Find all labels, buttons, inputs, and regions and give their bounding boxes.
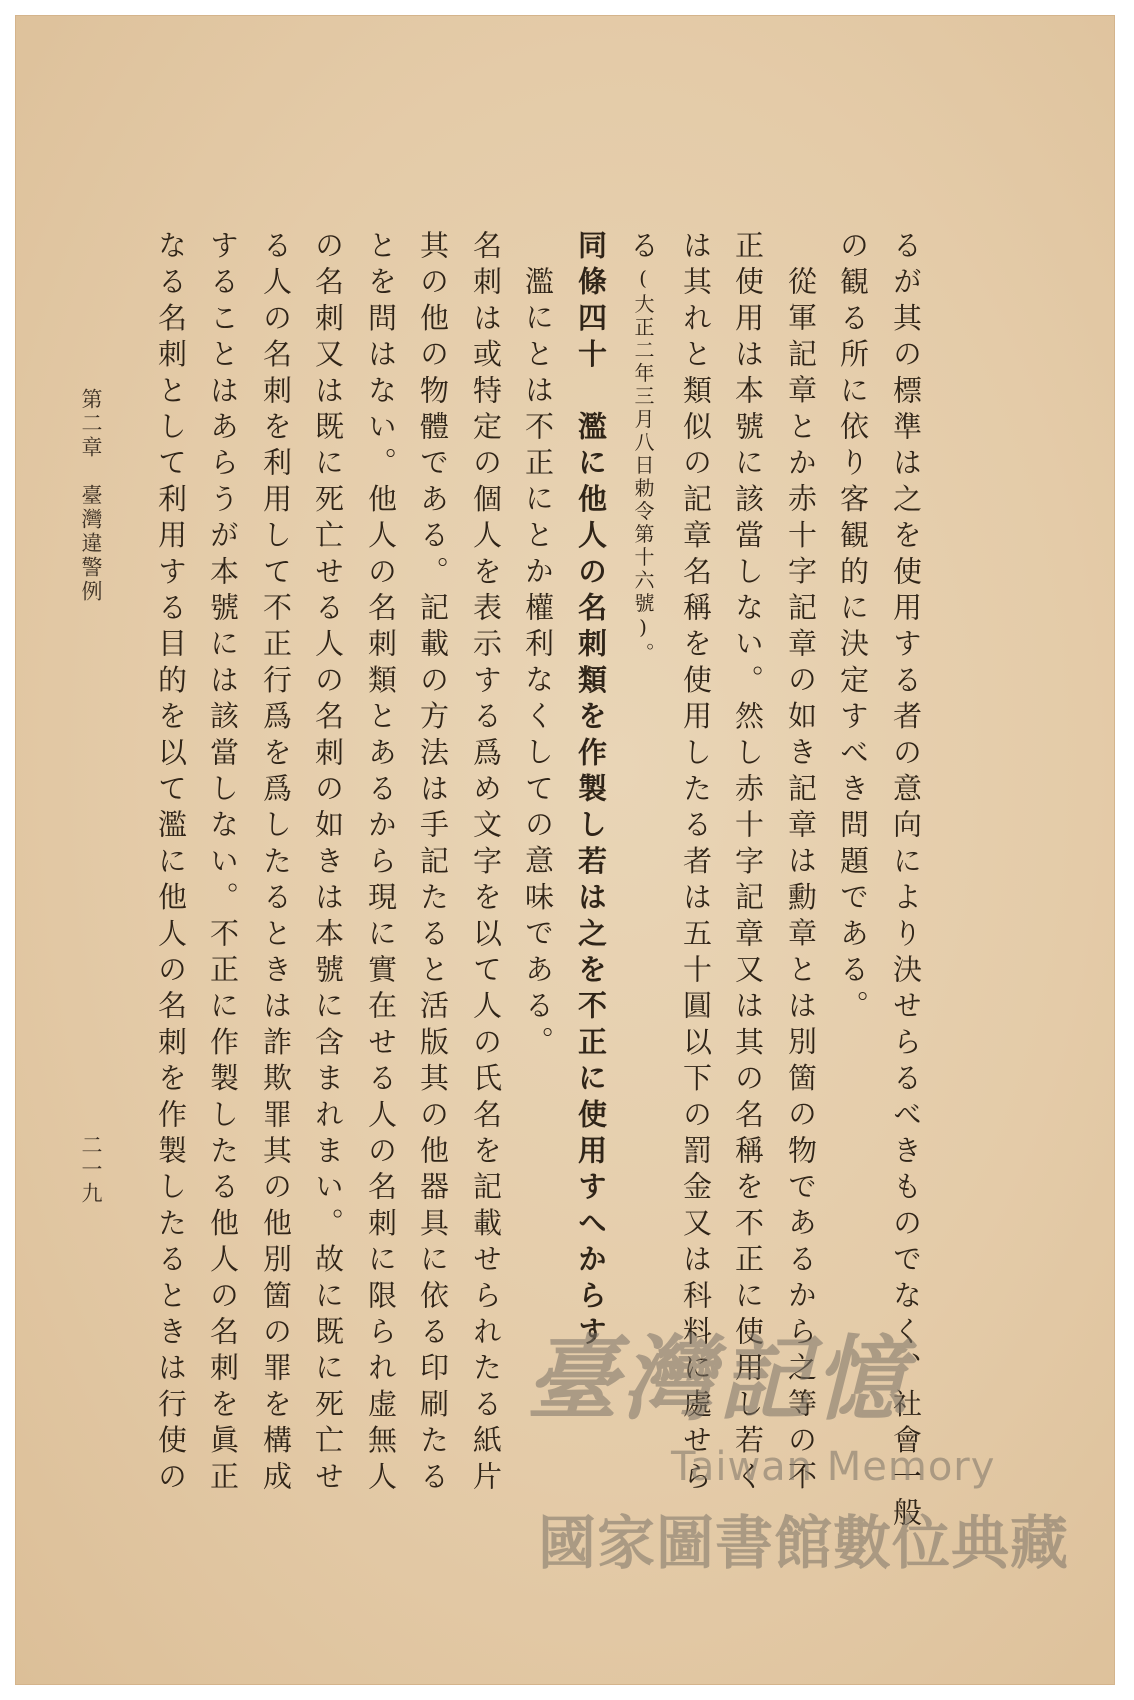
text-column: る(大正二年三月八日勅令第十六號)。	[626, 230, 660, 666]
text-column: の観る所に依り客観的に決定すべき問題である。	[836, 230, 870, 1027]
text-column: なる名刺として利用する目的を以て濫に他人の名刺を作製したるときは行使の	[154, 230, 188, 1497]
watermark-library: 國家圖書館數位典藏	[538, 1509, 1070, 1577]
text-column: 從軍記章とか赤十字記章の如き記章は勳章とは別箇の物であるから之等の不	[784, 266, 818, 1497]
text-column: 其の他の物體である。記載の方法は手記たると活版其の他器具に依る印刷たる	[416, 230, 450, 1497]
enactment-note: (大正二年三月八日勅令第十六號)。	[631, 266, 655, 666]
article-heading: 同條四十 濫に他人の名刺類を作製し若は之を不正に使用すへからす	[574, 230, 608, 1353]
text-column: とを問はない。他人の名刺類とあるから現に實在せる人の名刺に限られ虚無人	[364, 230, 398, 1497]
watermark-calligraphy: 臺灣記憶	[526, 1326, 911, 1433]
text-column: る人の名刺を利用して不正行爲を爲したるときは詐欺罪其の他別箇の罪を構成	[259, 230, 293, 1497]
watermark-english: Taiwan Memory	[671, 1444, 996, 1490]
page-number: 二一九	[79, 1134, 103, 1206]
text-column: るが其の標準は之を使用する者の意向により決せらるべきものでなく、社會一般	[889, 230, 923, 1534]
text-column: 正使用は本號に該當しない。然し赤十字記章又は其の名稱を不正に使用し若く	[731, 230, 765, 1497]
text-column: は其れと類似の記章名稱を使用したる者は五十圓以下の罰金又は科料に處せら	[679, 230, 713, 1497]
text-column: することはあらうが本號には該當しない。不正に作製したる他人の名刺を眞正	[206, 230, 240, 1497]
book-page	[15, 15, 1115, 1685]
text-column: 濫にとは不正にとか權利なくしての意味である。	[521, 266, 555, 1063]
text-column: 名刺は或特定の個人を表示する爲め文字を以て人の氏名を記載せられたる紙片	[469, 230, 503, 1497]
chapter-running-title: 第二章 臺灣違警例	[79, 388, 103, 604]
text-column: の名刺又は既に死亡せる人の名刺の如きは本號に含まれまい。故に既に死亡せ	[311, 230, 345, 1497]
